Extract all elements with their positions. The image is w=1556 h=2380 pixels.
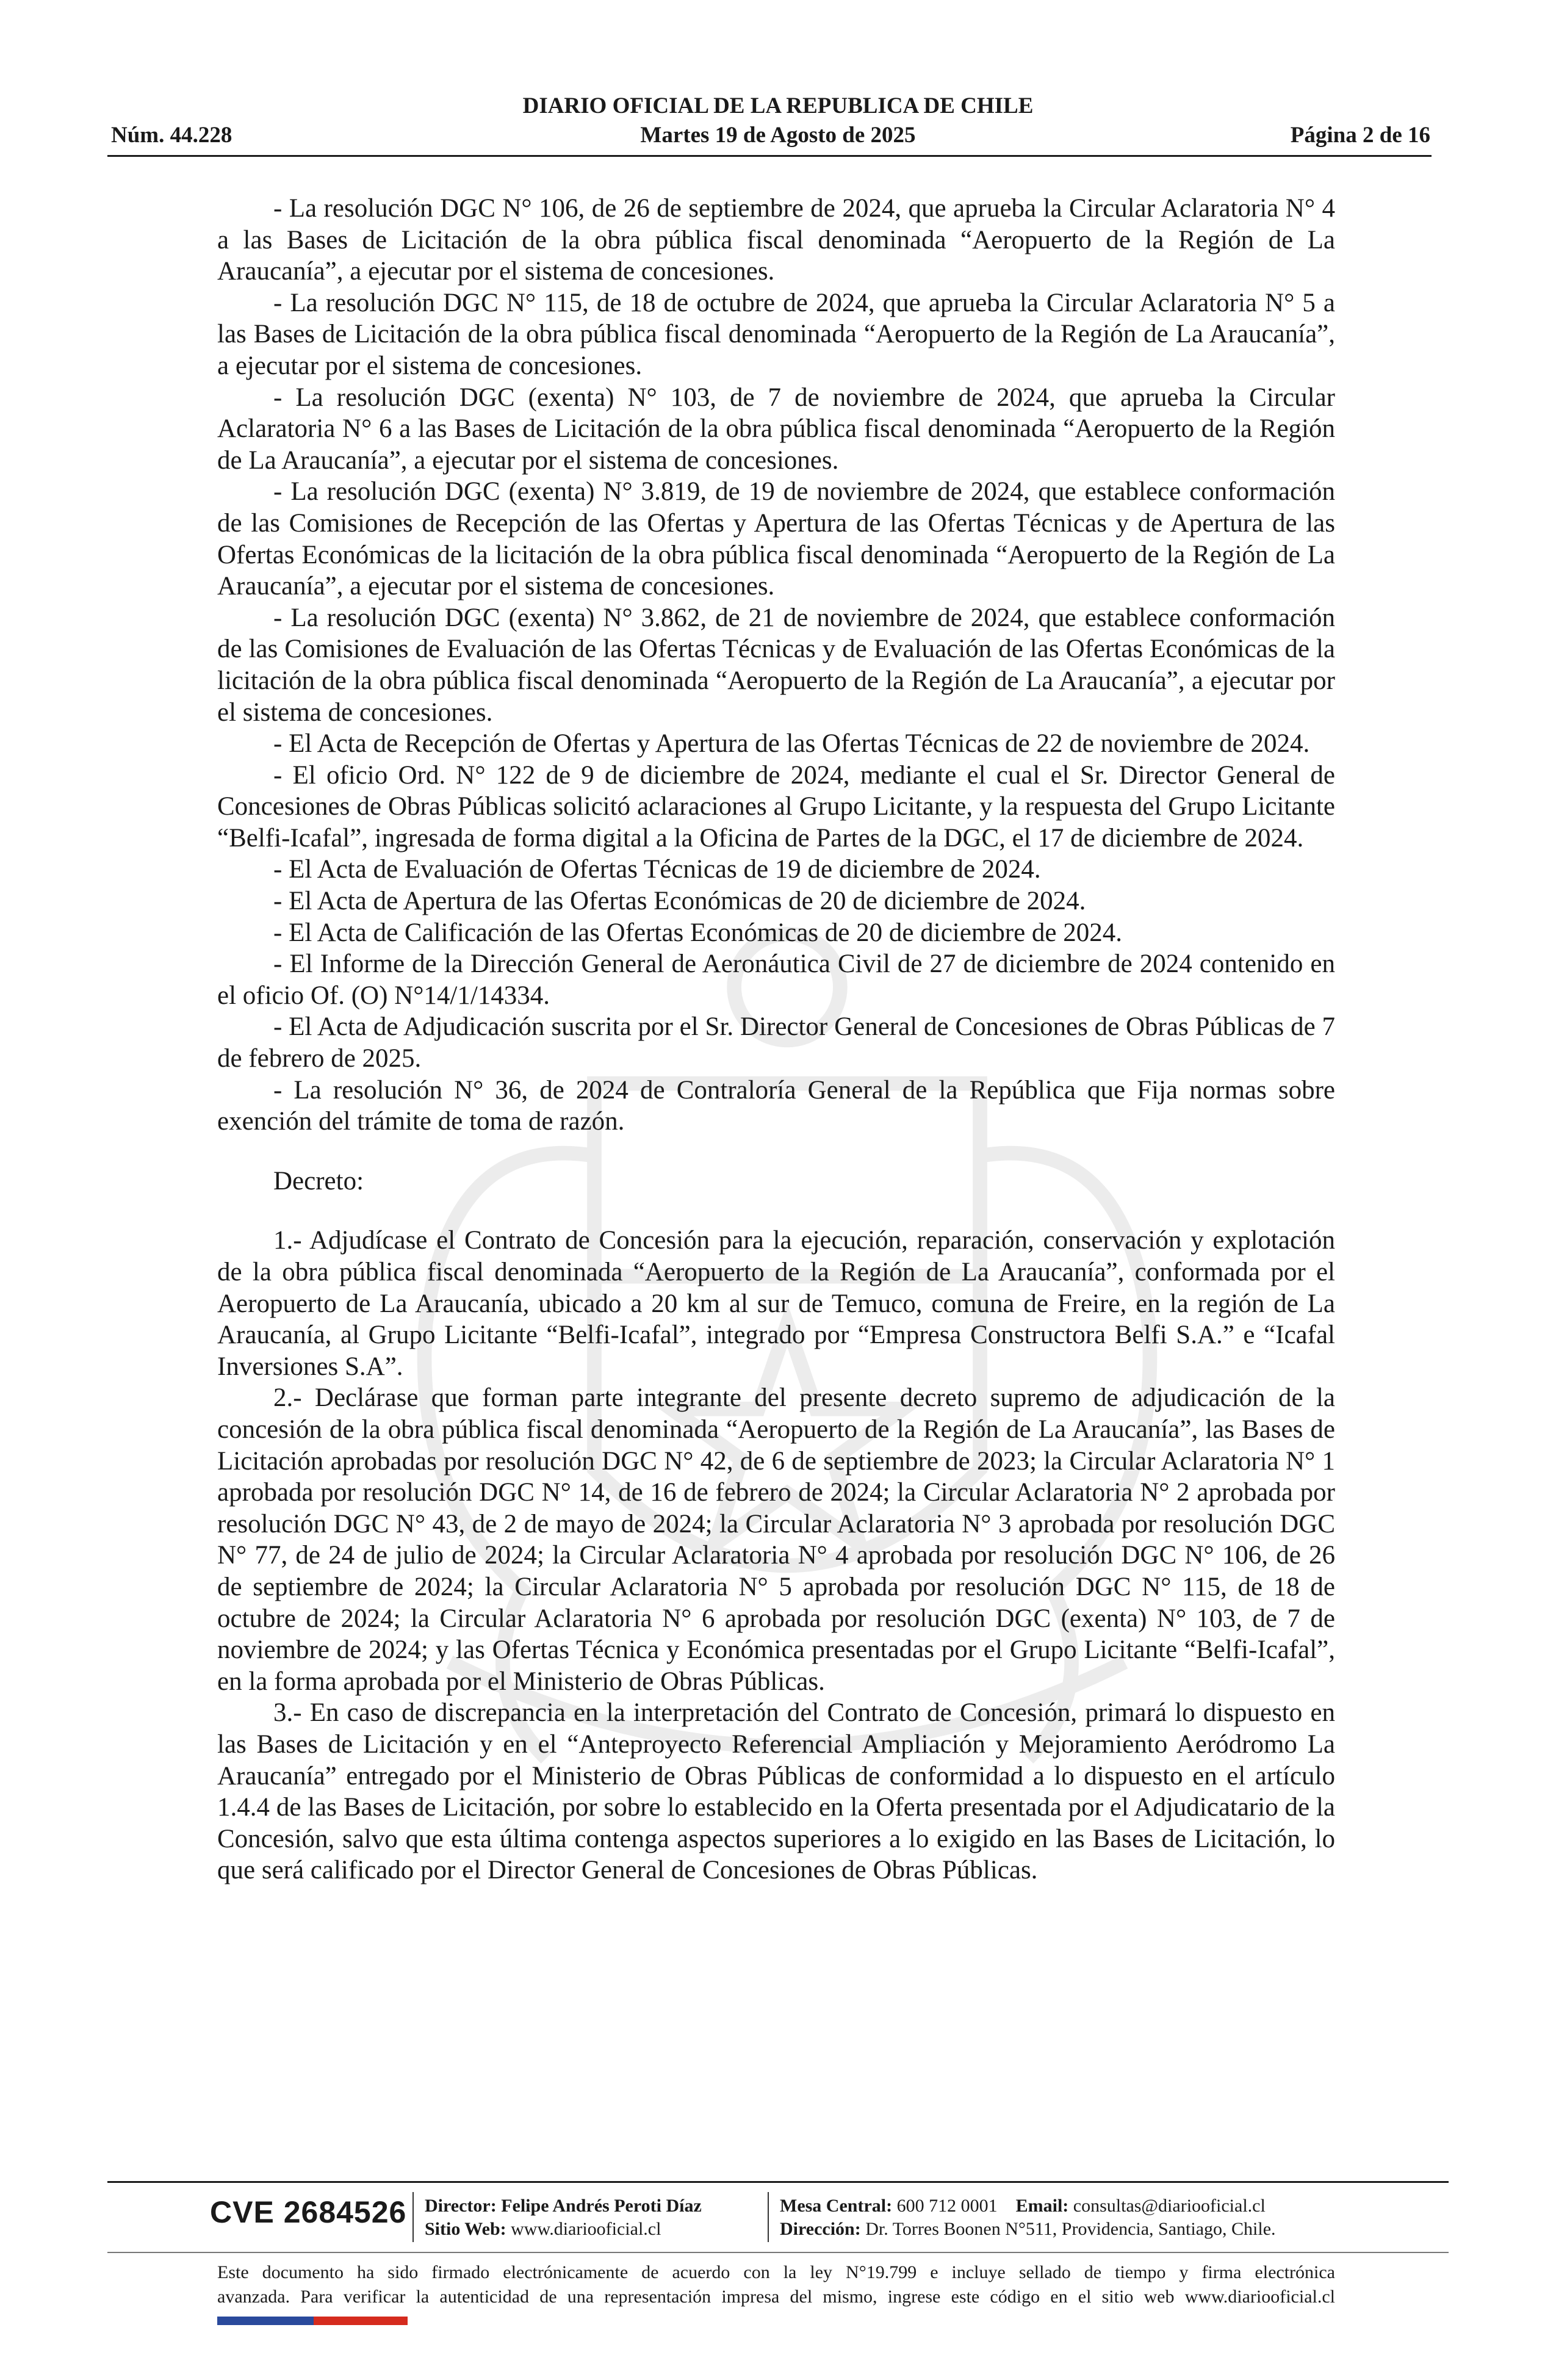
- footer-contact-block: [780, 2194, 1276, 2241]
- site-label: Sitio Web:: [425, 2219, 506, 2239]
- signature-notice: [217, 2260, 1335, 2309]
- email-label: Email:: [1015, 2196, 1069, 2216]
- article-2: 2.- Declárase que forman parte integrante del presente decreto supremo de adjudicación de la concesión de la obra pública fiscal denominada “Aeropuerto de la Región de La Araucanía”, las Bases de Licitación aprobadas por resolución DGC N° 42, de 6 de septiembre de 2023; la Circular Aclaratoria N° 1 aprobada por resolución DGC N° 14, de 16 de febrero de 2024; la Circular Aclaratoria N° 2 aprobada por resolución DGC N° 43, de 2 de mayo de 2024; la Circular Aclaratoria N° 3 aprobada por resolución DGC N° 77, de 24 de julio de 2024; la Circular Aclaratoria N° 4 aprobada por resolución DGC N° 106, de 26 de septiembre de 2024; la Circular Aclaratoria N° 5 aprobada por resolución DGC N° 115, de 18 de octubre de 2024; la Circular Aclaratoria N° 6 aprobada por resolución DGC (exenta) N° 103, de 7 de noviembre de 2024; y las Ofertas Técnica y Económica presentadas por el Grupo Licitante “Belfi-Icafal”, en la forma aprobada por el Ministerio de Obras Públicas.: [217, 1383, 1335, 1696]
- paragraph: - El Acta de Adjudicación suscrita por el Sr. Director General de Concesiones de Obras Públicas de 7 de febrero de 2025.: [217, 1012, 1335, 1073]
- paragraph: - El Acta de Calificación de las Ofertas Económicas de 20 de diciembre de 2024.: [273, 918, 1123, 947]
- document-body: [217, 193, 1335, 1886]
- address-label: Dirección:: [780, 2219, 861, 2239]
- mesa-label: Mesa Central:: [780, 2196, 893, 2216]
- article-3: 3.- En caso de discrepancia en la interpretación del Contrato de Concesión, primará lo dispuesto en las Bases de Licitación y en el “Anteproyecto Referencial Ampliación y Mejoramiento Aeródromo La Araucanía” entregado por el Ministerio de Obras Públicas de conformidad a lo dispuesto en el artículo 1.4.4 de las Bases de Licitación, por sobre lo establecido en la Oferta presentada por el Adjudicatario de la Concesión, salvo que esta última contenga aspectos superiores a lo exigido en las Bases de Licitación, lo que será calificado por el Director General de Concesiones de Obras Públicas.: [217, 1698, 1335, 1885]
- paragraph: - La resolución DGC (exenta) N° 3.862, de 21 de noviembre de 2024, que establece conformación de las Comisiones de Evaluación de las Ofertas Técnicas y de Evaluación de las Ofertas Económicas de la licitación de la obra pública fiscal denominada “Aeropuerto de la Región de La Araucanía”, a ejecutar por el sistema de concesiones.: [217, 603, 1335, 727]
- director-name: Felipe Andrés Peroti Díaz: [501, 2196, 702, 2216]
- paragraph: - El Acta de Apertura de las Ofertas Económicas de 20 de diciembre de 2024.: [273, 887, 1086, 916]
- paragraph: - El Acta de Evaluación de Ofertas Técnicas de 19 de diciembre de 2024.: [273, 855, 1041, 884]
- director-label: Director:: [425, 2196, 497, 2216]
- paragraph: - La resolución DGC (exenta) N° 103, de 7 de noviembre de 2024, que aprueba la Circular Aclaratoria N° 6 a las Bases de Licitación de la obra pública fiscal denominada “Aeropuerto de la Región de La Araucanía”, a ejecutar por el sistema de concesiones.: [217, 383, 1335, 475]
- decree-heading: Decreto:: [273, 1166, 364, 1195]
- flag-stripe-red: [314, 2317, 408, 2325]
- signature-notice-line: Este documento ha sido firmado electrónicamente de acuerdo con la ley N°19.799 e incluye sellado de tiempo y firma electrónica: [217, 2262, 1335, 2282]
- paragraph: - La resolución DGC N° 115, de 18 de octubre de 2024, que aprueba la Circular Aclaratoria N° 5 a las Bases de Licitación de la obra pública fiscal denominada “Aeropuerto de la Región de La Araucanía”, a ejecutar por el sistema de concesiones.: [217, 288, 1335, 380]
- footer-director-block: [425, 2194, 702, 2241]
- page-indicator: Página 2 de 16: [1290, 123, 1430, 148]
- paragraph: - El Informe de la Dirección General de Aeronáutica Civil de 27 de diciembre de 2024 contenido en el oficio Of. (O) N°14/1/14334.: [217, 950, 1335, 1010]
- issue-date: Martes 19 de Agosto de 2025: [640, 123, 916, 148]
- footer-separator: [768, 2192, 769, 2242]
- site-link[interactable]: www.diariooficial.cl: [511, 2219, 661, 2239]
- cve-code: CVE 2684526: [210, 2195, 407, 2229]
- paragraph: - La resolución DGC (exenta) N° 3.819, de 19 de noviembre de 2024, que establece conformación de las Comisiones de Recepción de las Ofertas y Apertura de las Ofertas Técnicas y de Apertura de las Ofertas Económicas de la licitación de la obra pública fiscal denominada “Aeropuerto de la Región de La Araucanía”, a ejecutar por el sistema de concesiones.: [217, 477, 1335, 601]
- address-value: Dr. Torres Boonen N°511, Providencia, Santiago, Chile.: [865, 2219, 1276, 2239]
- footer-separator: [412, 2192, 414, 2242]
- flag-stripe-blue: [217, 2317, 314, 2325]
- article-1: 1.- Adjudícase el Contrato de Concesión para la ejecución, reparación, conservación y explotación de la obra pública fiscal denominada “Aeropuerto de la Región de La Araucanía”, conformada por el Aeropuerto de La Araucanía, ubicado a 20 km al sur de Temuco, comuna de Freire, en la región de La Araucanía, al Grupo Licitante “Belfi-Icafal”, integrado por “Empresa Constructora Belfi S.A.” e “Icafal Inversiones S.A”.: [217, 1226, 1335, 1381]
- signature-notice-line: avanzada. Para verificar la autenticidad de una representación impresa del mismo, ingrese este código en el sitio web www.diariooficial.cl: [217, 2287, 1335, 2307]
- paragraph: - La resolución N° 36, de 2024 de Contraloría General de la República que Fija normas sobre exención del trámite de toma de razón.: [217, 1075, 1335, 1136]
- paragraph: - La resolución DGC N° 106, de 26 de septiembre de 2024, que aprueba la Circular Aclaratoria N° 4 a las Bases de Licitación de la obra pública fiscal denominada “Aeropuerto de la Región de La Araucanía”, a ejecutar por el sistema de concesiones.: [217, 194, 1335, 286]
- issue-number: Núm. 44.228: [111, 123, 232, 148]
- footer-divider: [107, 2252, 1449, 2253]
- newspaper-title: DIARIO OFICIAL DE LA REPUBLICA DE CHILE: [522, 93, 1034, 118]
- paragraph: - El oficio Ord. N° 122 de 9 de diciembre de 2024, mediante el cual el Sr. Director General de Concesiones de Obras Públicas solicitó aclaraciones al Grupo Licitante, y la respuesta del Grupo Licitante “Belfi-Icafal”, ingresada de forma digital a la Oficina de Partes de la DGC, el 17 de diciembre de 2024.: [217, 760, 1335, 853]
- email-link[interactable]: consultas@diariooficial.cl: [1073, 2196, 1266, 2216]
- mesa-phone: 600 712 0001: [896, 2196, 998, 2216]
- header-divider: [107, 155, 1432, 157]
- paragraph: - El Acta de Recepción de Ofertas y Apertura de las Ofertas Técnicas de 22 de noviembre de 2024.: [273, 729, 1310, 759]
- footer-divider: [107, 2181, 1449, 2183]
